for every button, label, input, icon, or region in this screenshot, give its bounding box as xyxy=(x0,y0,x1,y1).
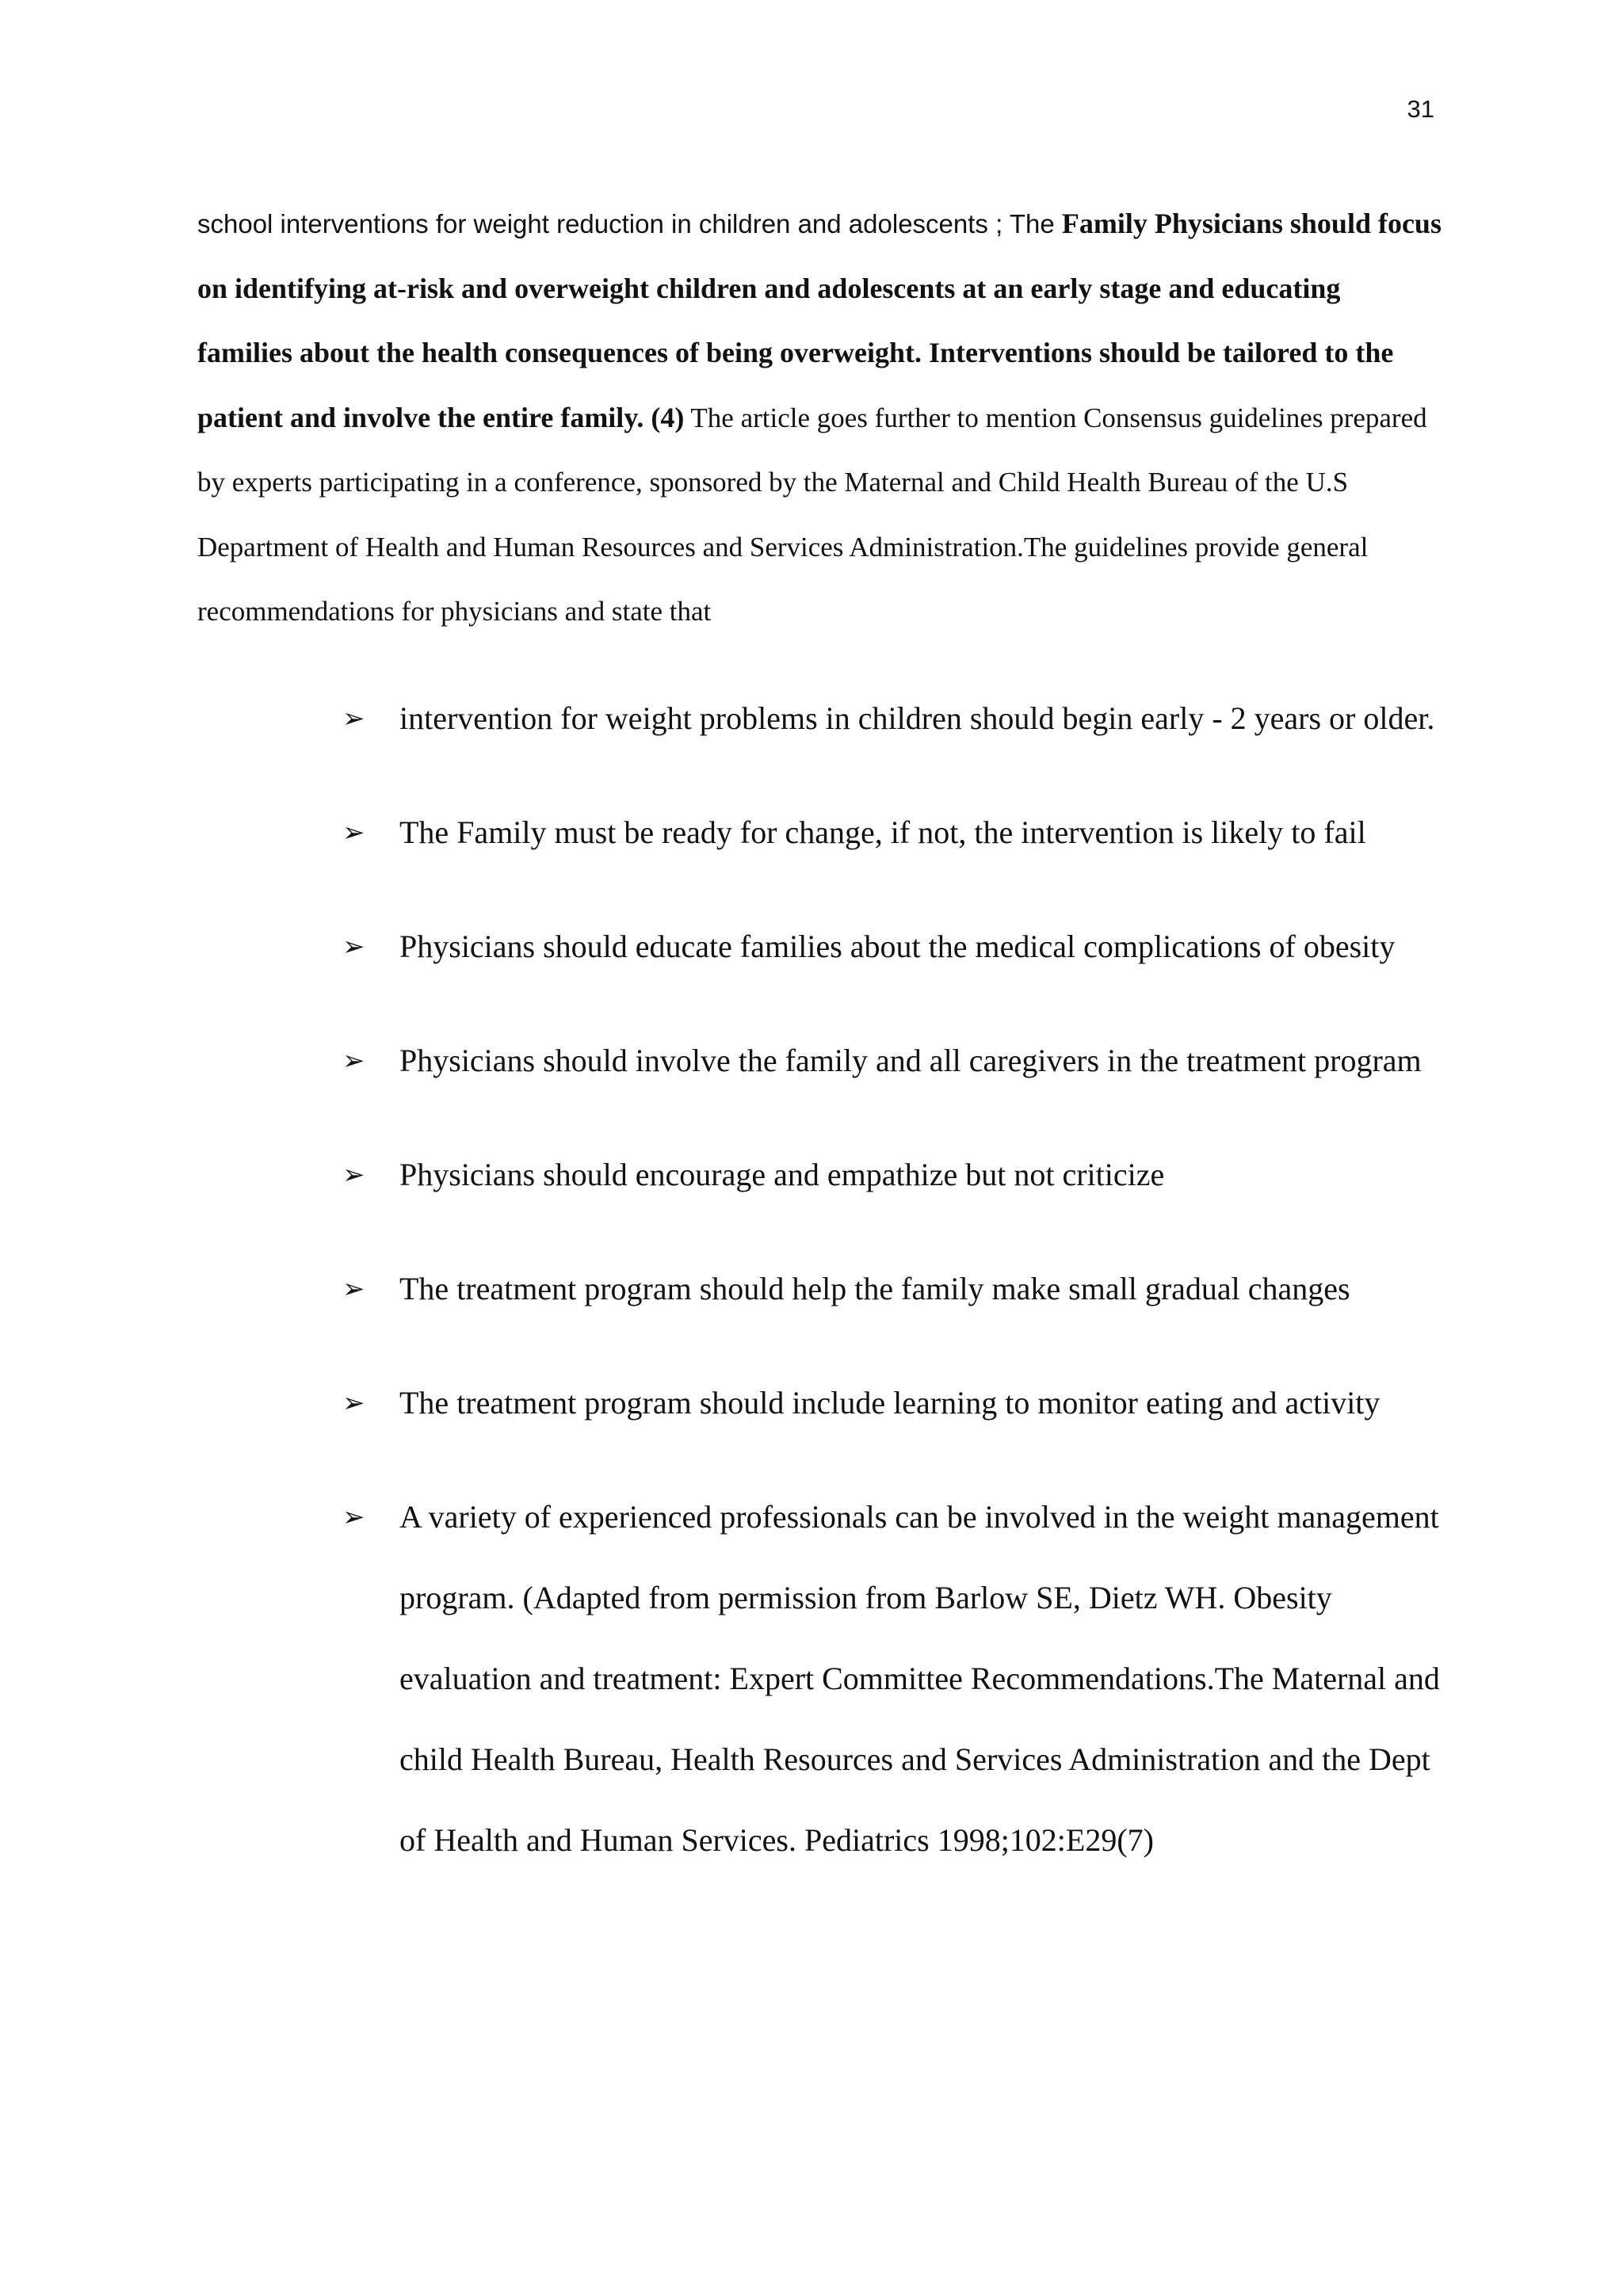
list-item xyxy=(342,792,1452,873)
list-item-text: The treatment program should include learning to monitor eating and activity xyxy=(399,1385,1381,1421)
arrow-bullet-icon: ➢ xyxy=(342,1387,365,1419)
intro-lead-text: school interventions for weight reduction in children and adolescents ; The xyxy=(197,209,1062,238)
list-item-text: Physicians should involve the family and all caregivers in the treatment program xyxy=(399,1043,1422,1078)
list-item-text: Physicians should educate families about the medical complications of obesity xyxy=(399,929,1396,964)
list-item-text: Physicians should encourage and empathize but not criticize xyxy=(399,1157,1165,1192)
page-number: 31 xyxy=(1407,95,1434,123)
list-item-text: The Family must be ready for change, if not, the intervention is likely to fail xyxy=(399,814,1366,850)
list-item-text: A variety of experienced professionals can be involved in the weight management program. (Adapted from permission from Barlow SE, Dietz WH. Obesity evaluation and treatment: Expert Committee Recommendations.The Maternal and child Health Bureau, Health Resources and Services Administration and the Dept of Health and Human Services. Pediatrics 1998;102:E29(7) xyxy=(399,1499,1440,1858)
arrow-bullet-icon: ➢ xyxy=(342,1273,365,1305)
intro-paragraph xyxy=(197,192,1442,644)
list-item xyxy=(342,1363,1452,1444)
list-item-text: intervention for weight problems in children should begin early - 2 years or older. xyxy=(399,700,1435,736)
list-item xyxy=(342,1135,1452,1215)
list-item xyxy=(342,1249,1452,1329)
arrow-bullet-icon: ➢ xyxy=(342,817,365,849)
list-item xyxy=(342,1477,1452,1881)
list-item xyxy=(342,678,1452,759)
arrow-bullet-icon: ➢ xyxy=(342,1045,365,1077)
list-item xyxy=(342,906,1452,987)
list-item xyxy=(342,1020,1452,1101)
arrow-bullet-icon: ➢ xyxy=(342,1159,365,1191)
arrow-bullet-icon: ➢ xyxy=(342,931,365,963)
intro-rest-text: The article goes further to mention Consensus guidelines prepared by experts participating in a conference, sponsored by the Maternal and Child Health Bureau of the U.S Department of Health and Human Resources and Services Administration.The guidelines provide general recommendations for physicians and state that xyxy=(197,402,1427,627)
recommendation-list xyxy=(342,678,1452,1914)
arrow-bullet-icon: ➢ xyxy=(342,703,365,734)
list-item-text: The treatment program should help the family make small gradual changes xyxy=(399,1271,1350,1306)
intro-bold-text: Family Physicians should focus on identifying at-risk and overweight children and adolescents at an early stage and educating families about the health consequences of being overweight. Interventions should be tailored to the patient and involve the entire family. (4) xyxy=(197,208,1442,433)
arrow-bullet-icon: ➢ xyxy=(342,1501,365,1533)
